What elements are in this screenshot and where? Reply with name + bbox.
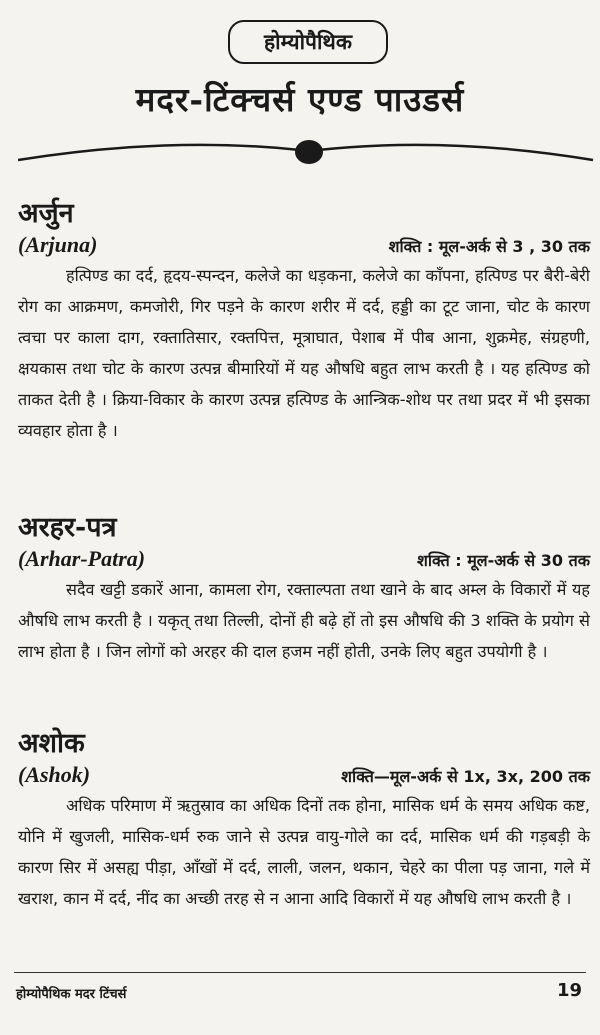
page-number: 19 [556, 980, 582, 1001]
remedy-section-ashok [18, 728, 590, 914]
page-title: मदर-टिंक्चर्स एण्ड पाउडर्स [135, 80, 465, 119]
category-badge: होम्योपैथिक [228, 20, 388, 64]
remedy-description: सदैव खट्टी डकारें आना, कामला रोग, रक्ताल्पता तथा खाने के बाद अम्ल के विकारों में यह औषधि लाभ करती है । यकृत् तथा तिल्ली, दोनों ही बढ़े हों तो इस औषधि की 3 शक्ति के प्रयोग से लाभ होता है । जिन लोगों को अरहर की दाल हजम नहीं होती, उनके लिए बहुत उपयोगी है । [18, 580, 590, 661]
remedy-potency: शक्ति : मूल-अर्क से 30 तक [416, 551, 590, 570]
remedy-subheader [18, 762, 590, 788]
remedy-description: हत्पिण्ड का दर्द, हृदय-स्पन्दन, कलेजे का धड़कना, कलेजे का काँपना, हत्पिण्ड पर बैरी-बेरी रोग का आक्रमण, कमजोरी, गिर पड़ने के कारण शरीर में दर्द, हड्डी का टूट जाना, चोट के कारण त्वचा पर काला दाग, रक्तातिसार, रक्तपित्त, मूत्राघात, पेशाब में पीब आना, शुक्रमेह, संग्रहणी, क्षयकास तथा चोट के कारण उत्पन्न बीमारियों में यह औषधि बहुत लाभ करती है । यह हत्पिण्ड को ताकत देती है । क्रिया-विकार के कारण उत्पन्न हत्पिण्ड के आन्त्रिक-शोथ पर तथा प्रदर में भी इसका व्यवहार होता है । [18, 266, 590, 440]
remedy-potency: शक्ति : मूल-अर्क से 3 , 30 तक [388, 237, 590, 256]
remedy-title: अर्जुन [18, 198, 74, 229]
running-footer-title: होम्योपैथिक मदर टिंचर्स [16, 987, 127, 1002]
footer-divider [14, 972, 586, 973]
remedy-title: अशोक [18, 728, 85, 759]
decorative-divider [18, 128, 598, 178]
remedy-latin-name: (Arjuna) [18, 232, 98, 257]
remedy-section-arhar-patra [18, 512, 590, 667]
remedy-latin-name: (Arhar-Patra) [18, 546, 146, 571]
remedy-title: अरहर-पत्र [18, 512, 117, 543]
remedy-description: अधिक परिमाण में ऋतुस्राव का अधिक दिनों तक होना, मासिक धर्म के समय अधिक कष्ट, योनि में खुजली, मासिक-धर्म रुक जाने से उत्पन्न वायु-गोले का दर्द, मासिक धर्म की गड़बड़ी के कारण सिर में असह्य पीड़ा, आँखों में दर्द, लाली, जलन, थकान, चेहरे का पीला पड़ जाना, गले में खराश, कान में दर्द, नींद का अच्छी तरह से न आना आदि विकारों में यह औषधि लाभ करती है । [18, 796, 590, 908]
remedy-subheader [18, 546, 590, 572]
remedy-latin-name: (Ashok) [18, 762, 91, 787]
page-header [0, 0, 600, 180]
remedy-subheader [18, 232, 590, 258]
remedy-potency: शक्ति—मूल-अर्क से 1x, 3x, 200 तक [341, 767, 590, 786]
remedy-section-arjuna [18, 198, 590, 446]
